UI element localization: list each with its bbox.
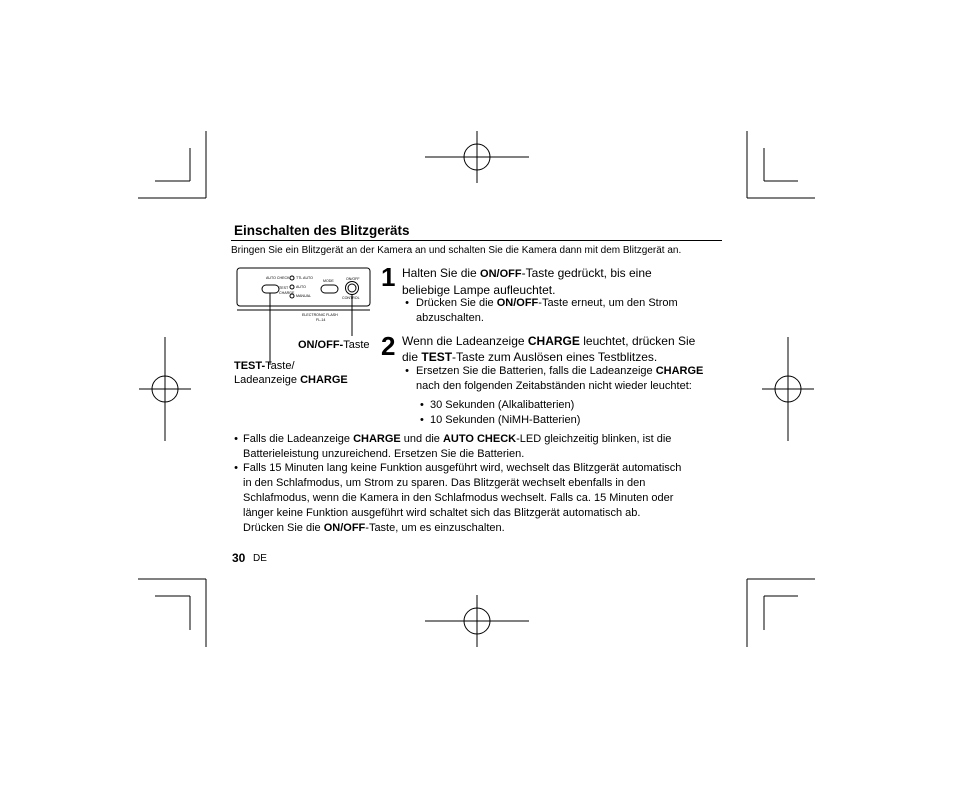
panel-label-onoff: ON/OFF xyxy=(346,277,360,281)
step-2-number: 2 xyxy=(381,331,396,361)
note-battery: • Falls die Ladeanzeige CHARGE und die AUTO CHECK-LED gleichzeitig blinken, ist die Batterieleistung unzureichend. Ersetzen Sie die Batterien. xyxy=(234,433,672,460)
step-2-note: • Ersetzen Sie die Batterien, falls die Ladeanzeige CHARGE nach den folgenden Zeitabständen nicht wieder leuchtet: xyxy=(402,364,703,394)
sub-bullet-item: • 10 Sekunden (NiMH-Batterien) xyxy=(420,414,581,426)
callout-charge-indicator: Ladeanzeige CHARGE xyxy=(234,374,348,386)
bullet-glyph: • xyxy=(405,297,409,309)
panel-label-test: TEST xyxy=(279,286,289,290)
intro-text: Bringen Sie ein Blitzgerät an der Kamera an und schalten Sie die Kamera dann mit dem Blitzgerät an. xyxy=(231,245,682,256)
page-number: 30 xyxy=(232,551,246,565)
panel-label-electronic-flash: ELECTRONIC FLASH xyxy=(302,313,338,317)
bullet-glyph: • xyxy=(405,365,409,377)
step-1-note: • Drücken Sie die ON/OFF-Taste erneut, um den Strom abzuschalten. xyxy=(402,296,678,326)
title-rule xyxy=(231,240,722,241)
callout-test-button: TEST-Taste/ xyxy=(234,360,295,372)
panel-label-ttl-auto: TTL AUTO xyxy=(296,276,313,280)
note-sleep-mode: • Falls 15 Minuten lang keine Funktion ausgeführt wird, wechselt das Blitzgerät automatisch in den Schlafmodus, um Strom zu sparen. Das Blitzgerät wechselt ebenfalls in den Schlafmodus, wenn die Kamera in den Schlafmodus wechselt. Falls ca. 15 Minuten oder länger keine Funktion ausgeführt wird schaltet sich das Blitzgerät automatisch ab. Drücken Sie die ON/OFF-Taste, um es einzuschalten. xyxy=(234,462,682,534)
language-code: DE xyxy=(253,553,267,564)
sub-bullet-list xyxy=(420,398,580,428)
step-1-number: 1 xyxy=(381,262,396,292)
panel-label-auto: AUTO xyxy=(296,285,306,289)
sub-bullet-item: • 30 Sekunden (Alkalibatterien) xyxy=(420,399,575,411)
panel-label-mode: MODE xyxy=(323,279,334,283)
section-title: Einschalten des Blitzgeräts xyxy=(234,223,410,238)
step-1-text: Halten Sie die ON/OFF-Taste gedrückt, bis eine beliebige Lampe aufleuchtet. xyxy=(402,266,652,297)
panel-label-manual: MANUAL xyxy=(296,294,311,298)
panel-label-charge: CHARGE xyxy=(279,291,295,295)
panel-label-auto-check: AUTO CHECK xyxy=(266,276,290,280)
panel-label-model: FL-14 xyxy=(316,318,326,322)
step-2-text: Wenn die Ladeanzeige CHARGE leuchtet, drücken Sie die TEST-Taste zum Auslösen eines Testblitzes. xyxy=(402,334,696,364)
panel-label-control: CONTROL xyxy=(342,296,360,300)
callout-onoff-button: ON/OFF-Taste xyxy=(298,339,370,351)
